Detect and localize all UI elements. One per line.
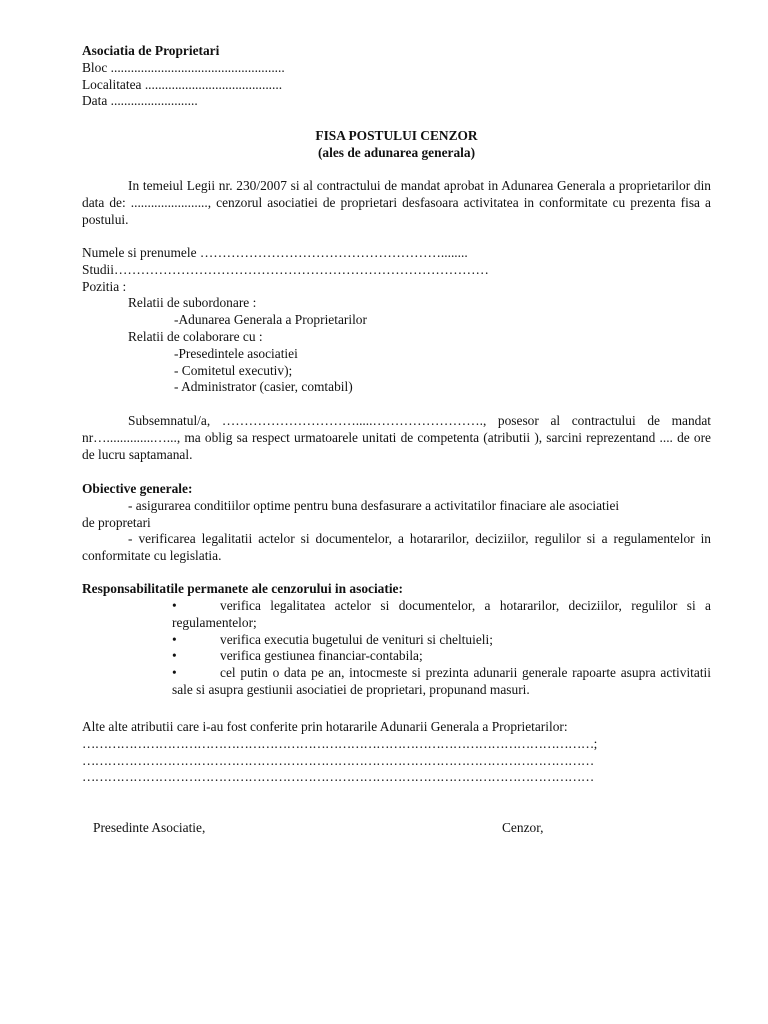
other-duties-section xyxy=(82,719,711,786)
collaboration-label: Relatii de colaborare cu : xyxy=(128,328,263,344)
objective-item-continuation: de propretari xyxy=(82,514,151,530)
name-field: Numele si prenumele ………………………………………………........ xyxy=(82,245,468,260)
collaboration-item: - Administrator (casier, comtabil) xyxy=(174,379,353,395)
list-item: • verifica gestiunea financiar-contabila; xyxy=(172,648,423,664)
studies-field: Studii………………………………………………………………………… xyxy=(82,261,489,277)
intro-paragraph: In temeiul Legii nr. 230/2007 si al contractului de mandat aprobat in Adunarea Generala a proprietarilor din data de: ......................., cenzorul asociatiei de proprietari desfasoara activitatea in conformitate cu prezenta fisa a postului. xyxy=(82,178,711,227)
list-item: • verifica legalitatea actelor si documentelor, a hotararilor, deciziilor, regulilor si a regulamentelor; xyxy=(172,598,711,630)
subordination-item: -Adunarea Generala a Proprietarilor xyxy=(174,312,367,328)
signature-censor: Cenzor, xyxy=(502,820,544,835)
bullet-icon: • xyxy=(172,648,177,664)
objective-item: - asigurarea conditiilor optime pentru buna desfasurare a activitatilor finaciare ale asociatiei xyxy=(128,497,620,513)
objectives-section xyxy=(82,481,711,565)
subordination-label: Relatii de subordonare : xyxy=(128,295,257,311)
other-duties-line: ………………………………………………………………………………………………………… xyxy=(82,769,594,785)
list-item: • cel putin o data pe an, intocmeste si prezinta adunarii generale rapoarte asupra activitatii sale si asupra gestiunii asociatiei de proprietari, propunand masuri. xyxy=(172,665,711,697)
collaboration-item: -Presedintele asociatiei xyxy=(174,345,298,361)
document-subtitle: (ales de adunarea generala) xyxy=(317,144,476,160)
declaration-paragraph: Subsemnatul/a, ………………………….....……………………., posesor al contractului de mandat nr…..............…..., ma oblig sa respect urmatoarele unitati de competenta (atributii ), sarcini reprezentand .... de ore de lucru saptamanal. xyxy=(82,413,711,462)
collaboration-item: - Comitetul executiv); xyxy=(174,362,293,378)
date-field: Data .......................... xyxy=(82,93,198,109)
title-block xyxy=(82,128,711,162)
bullet-icon: • xyxy=(172,631,177,647)
other-duties-label: Alte alte atributii care i-au fost conferite prin hotararile Adunarii Generala a Proprietarilor: xyxy=(82,719,568,734)
responsibilities-heading: Responsabilitatile permanete ale cenzorului in asociatie: xyxy=(82,581,403,596)
objective-item: - verificarea legalitatii actelor si documentelor, a hotararilor, deciziilor, regulilor si a regulamentelor in conformitate cu legislatia. xyxy=(82,531,711,564)
header-block xyxy=(82,43,711,110)
document-title: FISA POSTULUI CENZOR xyxy=(315,128,478,143)
position-field: Pozitia : xyxy=(82,278,127,294)
fields-block xyxy=(82,245,711,396)
objectives-heading: Obiective generale: xyxy=(82,481,193,496)
list-item: • verifica executia bugetului de venituri si cheltuieli; xyxy=(172,631,493,647)
bullet-icon: • xyxy=(172,665,177,681)
bloc-field: Bloc .................................................... xyxy=(82,59,285,75)
other-duties-line: ………………………………………………………………………………………………………… xyxy=(82,752,594,768)
localitate-field: Localitatea ......................................... xyxy=(82,76,283,92)
responsibilities-list xyxy=(172,598,711,699)
association-label: Asociatia de Proprietari xyxy=(82,43,220,58)
signature-president: Presedinte Asociatie, xyxy=(93,820,206,835)
other-duties-line: …………………………………………………………………………………………………………; xyxy=(82,735,597,751)
bullet-icon: • xyxy=(172,598,177,613)
